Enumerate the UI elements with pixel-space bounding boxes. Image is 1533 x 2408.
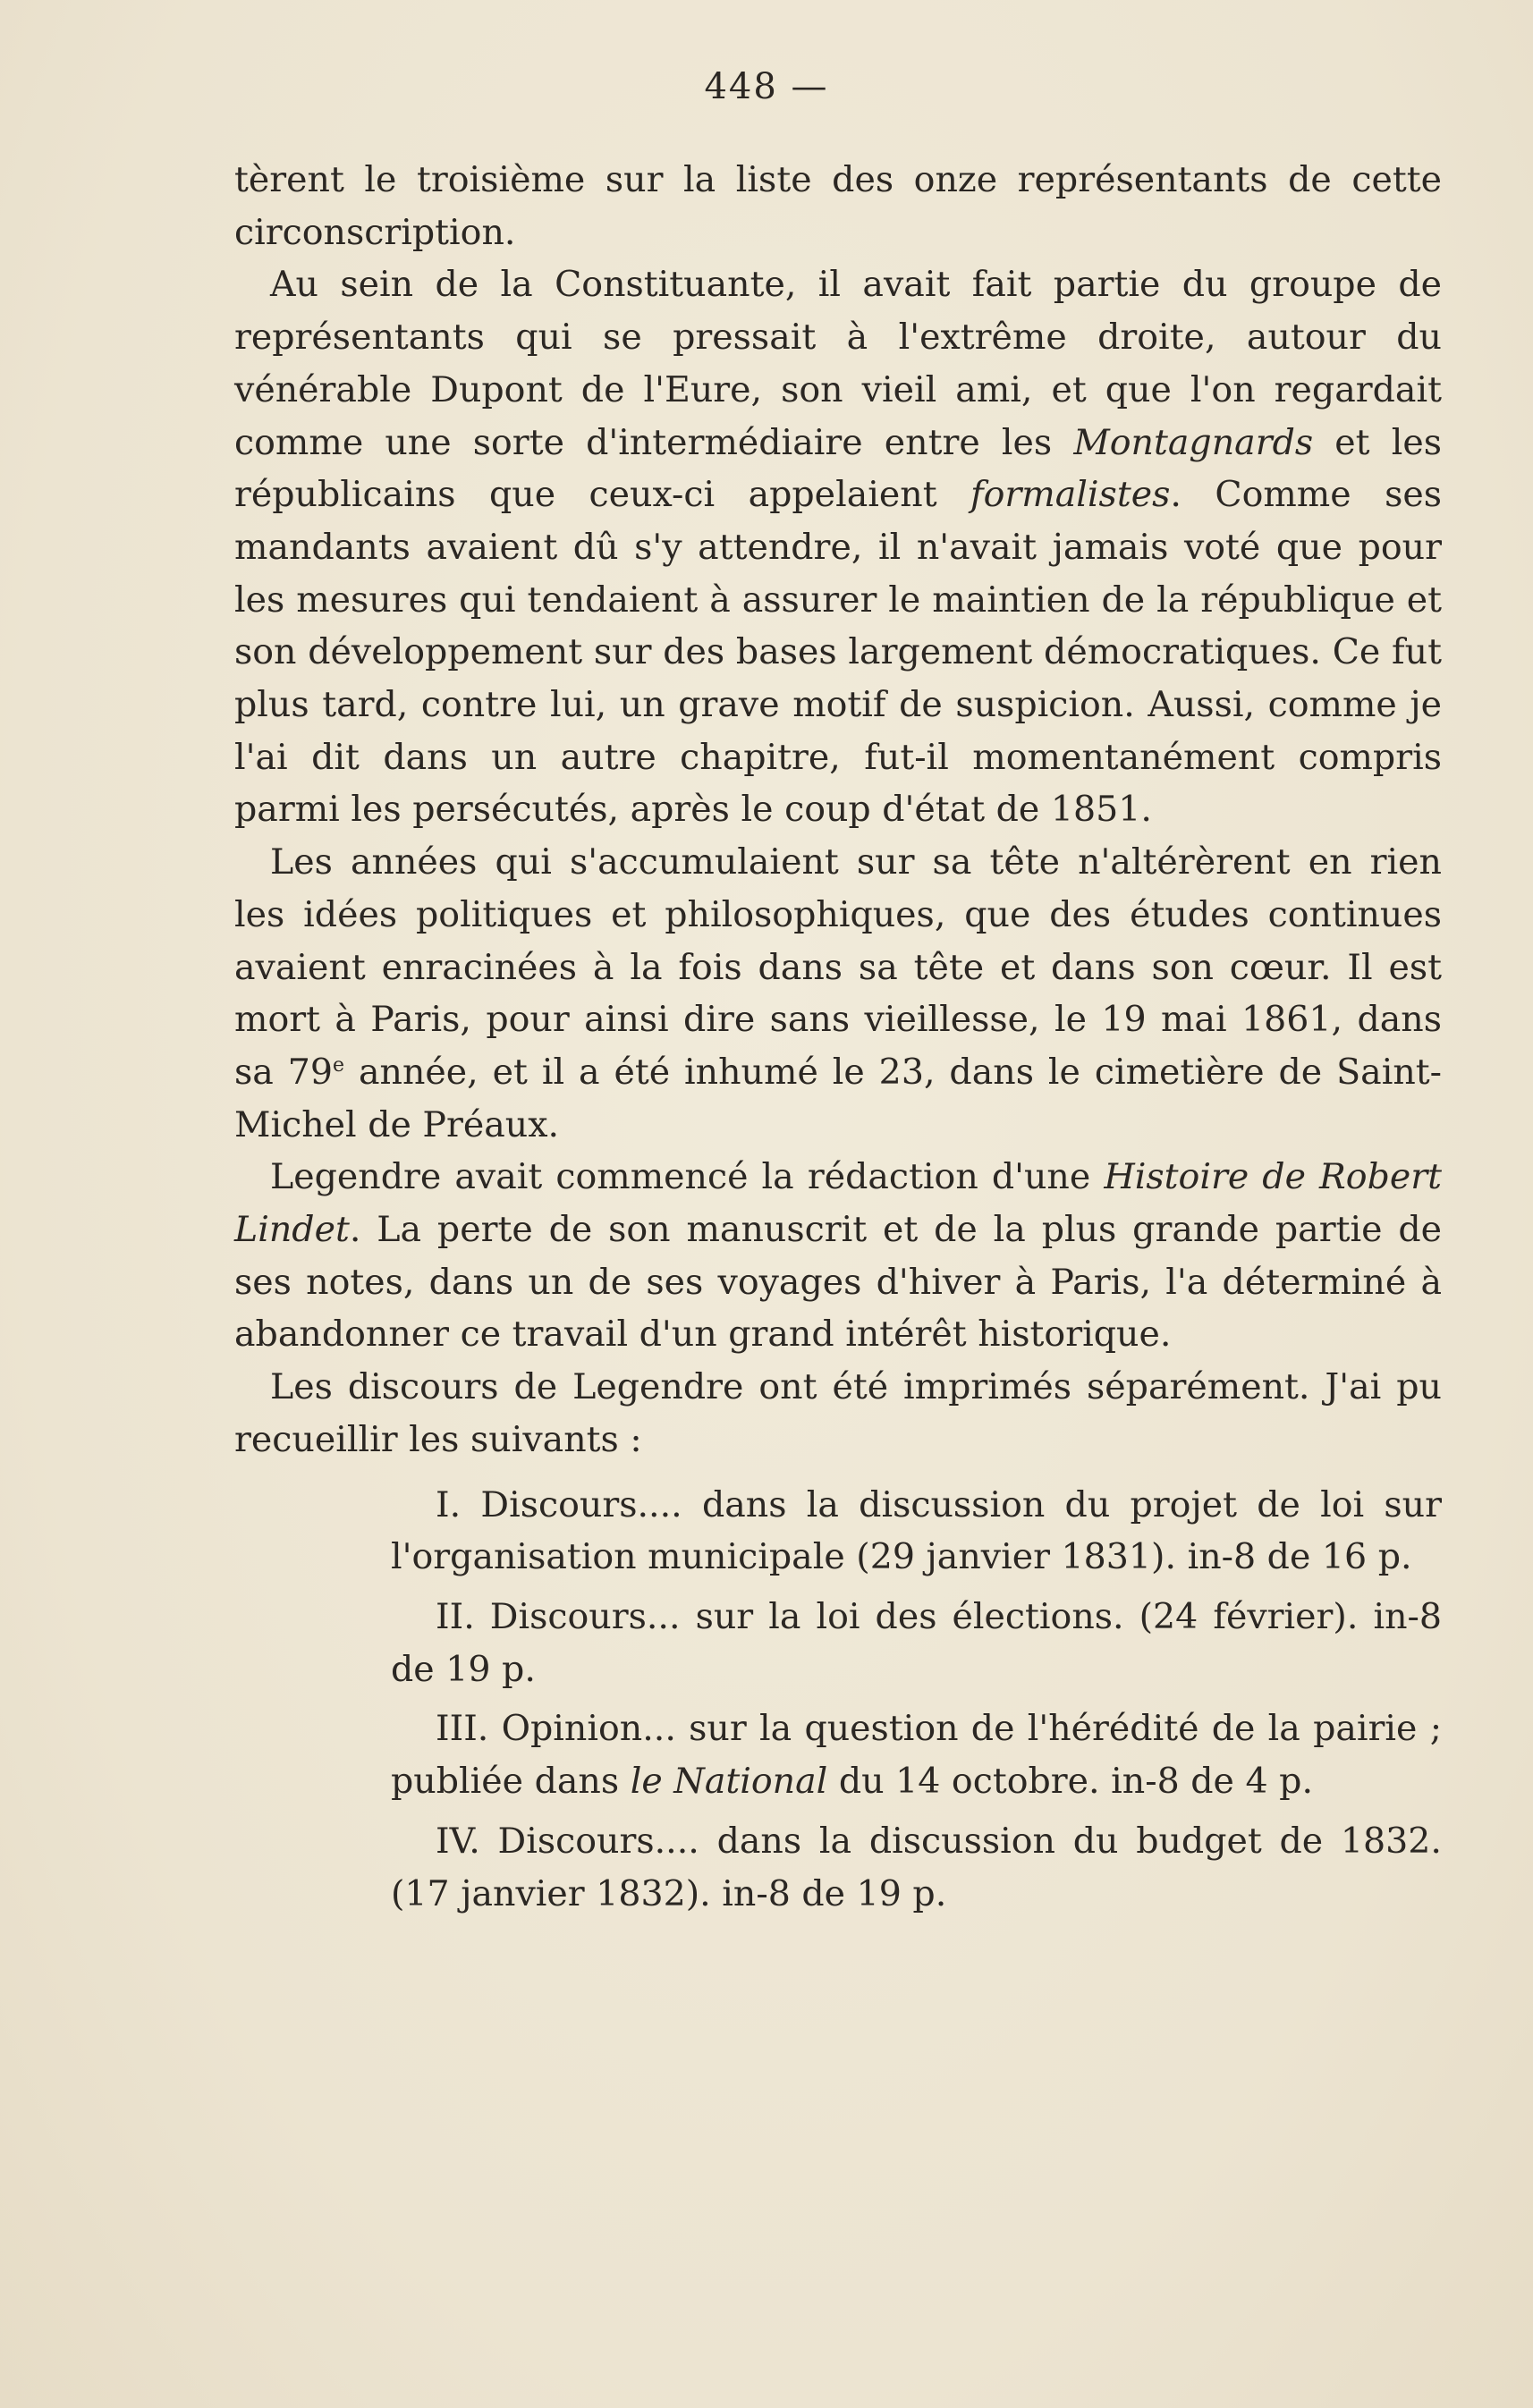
paragraph-text: Les discours de Legendre ont été imprimés séparément. J'ai pu recueillir les suivants : [234, 1366, 1442, 1460]
works-item-text: du 14 octobre. in-8 de 4 p. [827, 1761, 1314, 1803]
paragraph-continuation [234, 154, 1442, 258]
works-list [391, 1479, 1442, 1921]
paragraph-discours-intro [234, 1361, 1442, 1466]
paragraph-constituante [234, 258, 1442, 836]
italic-term-formalistes: formalistes [970, 474, 1171, 516]
works-list-item [391, 1815, 1442, 1920]
paragraph-text: tèrent le troisième sur la liste des onze représentants de cette circonscription. [234, 159, 1442, 253]
paragraph-text: Legendre avait commencé la rédaction d'une [270, 1156, 1105, 1198]
italic-newspaper-title: le National [630, 1761, 828, 1803]
page-number: 448 — [704, 66, 829, 107]
works-item-text: I. Discours.... dans la discussion du projet de loi sur l'organisation municipale (29 janvier 1831). in-8 de 16 p. [391, 1483, 1442, 1578]
body-text [234, 154, 1442, 1927]
paragraph-text: Les années qui s'accumulaient sur sa tête n'altérèrent en rien les idées politiques et philosophiques, que des études continues avaient enracinées à la fois dans sa tête et dans son cœur. Il est mort à Paris, pour ainsi dire sans vieillesse, le 19 mai 1861, dans sa 79 [234, 841, 1442, 1093]
paragraph-text: année, et il a été inhumé le 23, dans le cimetière de Saint-Michel de Préaux. [234, 1051, 1442, 1145]
paragraph-histoire [234, 1151, 1442, 1361]
paragraph-text: . La perte de son manuscrit et de la plus grande partie de ses notes, dans un de ses voyages d'hiver à Paris, l'a déterminé à abandonner ce travail d'un grand intérêt historique. [234, 1209, 1442, 1356]
ordinal-superscript: e [333, 1053, 345, 1077]
works-item-text: III. Opinion... sur la question de l'hérédité de la pairie ; publiée dans [391, 1708, 1442, 1803]
works-list-item [391, 1702, 1442, 1807]
paragraph-later-years [234, 836, 1442, 1151]
paragraph-text: Au sein de la Constituante, il avait fait partie du groupe de représentants qui se pressait à l'extrême droite, autour du vénérable Dupont de l'Eure, son vieil ami, et que l'on regardait comme une sorte d'intermédiaire entre les [234, 264, 1442, 463]
works-item-text: II. Discours... sur la loi des élections. (24 février). in-8 de 19 p. [391, 1595, 1442, 1690]
paragraph-text: et les républicains que ceux-ci appelaient [234, 421, 1442, 516]
paragraph-text: . Comme ses mandants avaient dû s'y attendre, il n'avait jamais voté que pour les mesures qui tendaient à assurer le maintien de la république et son développement sur des bases largement démocratiques. Ce fut plus tard, contre lui, un grave motif de suspicion. Aussi, comme je l'ai dit dans un autre chapitre, fut-il momentanément compris parmi les persécutés, après le coup d'état de 1851. [234, 474, 1442, 831]
works-list-item [391, 1479, 1442, 1584]
italic-book-title: Histoire de Robert Lindet [234, 1156, 1442, 1251]
italic-term-montagnards: Montagnards [1073, 421, 1314, 463]
works-list-item [391, 1591, 1442, 1695]
works-item-text: IV. Discours.... dans la discussion du budget de 1832. (17 janvier 1832). in-8 de 19 p. [391, 1820, 1442, 1914]
